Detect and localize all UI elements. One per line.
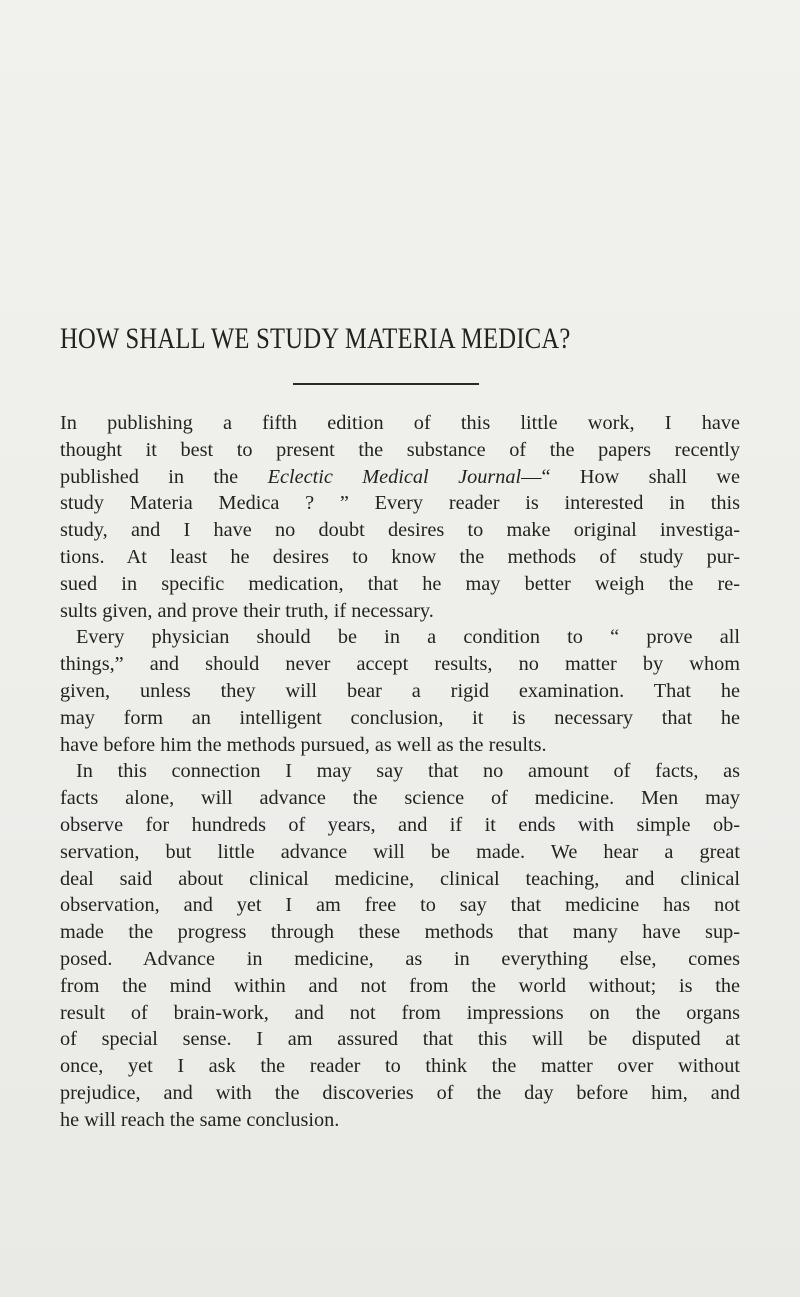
text-segment: In this connection I may say that no amount of facts, as xyxy=(76,760,740,783)
text-line xyxy=(60,544,740,571)
paragraph-1 xyxy=(60,410,740,624)
text-segment: of special sense. I am assured that this will be disputed at xyxy=(60,1028,740,1051)
text-line xyxy=(60,437,740,464)
text-segment: deal said about clinical medicine, clinical teaching, and clinical xyxy=(60,867,740,890)
text-line xyxy=(60,812,740,839)
text-segment: thought it best to present the substance of the papers recently xyxy=(60,438,740,461)
journal-title: Eclectic Medical Journal xyxy=(267,465,522,488)
text-segment: In publishing a fifth edition of this little work, I have xyxy=(60,412,740,434)
text-line xyxy=(60,705,740,732)
text-segment: sults given, and prove their truth, if necessary. xyxy=(60,599,434,622)
text-line xyxy=(60,839,740,866)
text-segment: may form an intelligent conclusion, it is necessary that he xyxy=(60,706,740,729)
text-line xyxy=(60,758,740,785)
text-segment: posed. Advance in medicine, as in everything else, comes xyxy=(60,947,740,970)
text-segment: given, unless they will bear a rigid examination. That he xyxy=(60,679,740,702)
text-segment: once, yet I ask the reader to think the matter over without xyxy=(60,1055,740,1078)
text-segment: made the progress through these methods that many have sup- xyxy=(60,921,740,944)
text-segment: from the mind within and not from the world without; is the xyxy=(60,974,740,997)
text-segment: servation, but little advance will be made. We hear a great xyxy=(60,840,740,863)
text-line xyxy=(60,1080,740,1107)
text-segment: tions. At least he desires to know the methods of study pur- xyxy=(60,545,740,568)
text-segment: sued in specific medication, that he may better weigh the re- xyxy=(60,572,740,595)
title-divider xyxy=(293,383,479,385)
text-line xyxy=(60,1053,740,1080)
text-segment: —“ How shall we xyxy=(521,465,740,488)
text-line xyxy=(60,732,740,759)
text-line xyxy=(60,598,740,625)
text-segment: result of brain-work, and not from impressions on the organs xyxy=(60,1001,740,1024)
text-line xyxy=(60,1026,740,1053)
text-line xyxy=(60,892,740,919)
text-line xyxy=(60,866,740,893)
paragraph-2 xyxy=(60,624,740,758)
text-segment: Every physician should be in a condition to “ prove all xyxy=(76,626,740,649)
text-segment: observation, and yet I am free to say that medicine has not xyxy=(60,894,740,917)
text-line xyxy=(60,464,740,491)
text-line xyxy=(60,946,740,973)
text-line xyxy=(60,919,740,946)
text-line xyxy=(60,624,740,651)
text-line xyxy=(60,490,740,517)
text-segment: study, and I have no doubt desires to make original investiga- xyxy=(60,519,740,542)
chapter-title: HOW SHALL WE STUDY MATERIA MEDICA? xyxy=(60,322,571,355)
text-line xyxy=(60,1000,740,1027)
body-text xyxy=(60,410,740,1134)
text-segment: things,” and should never accept results, no matter by whom xyxy=(60,653,740,676)
text-line xyxy=(60,973,740,1000)
text-line xyxy=(60,410,740,437)
text-line xyxy=(60,678,740,705)
text-segment: prejudice, and with the discoveries of the day before him, and xyxy=(60,1081,740,1104)
text-line xyxy=(60,517,740,544)
text-line xyxy=(60,571,740,598)
text-segment: he will reach the same conclusion. xyxy=(60,1108,340,1131)
paragraph-3 xyxy=(60,758,740,1133)
text-segment: published in the xyxy=(60,465,268,488)
text-line xyxy=(60,785,740,812)
text-line xyxy=(60,1107,740,1134)
text-segment: observe for hundreds of years, and if it ends with simple ob- xyxy=(60,813,740,836)
text-line xyxy=(60,651,740,678)
text-segment: have before him the methods pursued, as well as the results. xyxy=(60,733,547,756)
text-segment: facts alone, will advance the science of medicine. Men may xyxy=(60,787,740,810)
text-segment: study Materia Medica ? ” Every reader is interested in this xyxy=(60,492,740,515)
